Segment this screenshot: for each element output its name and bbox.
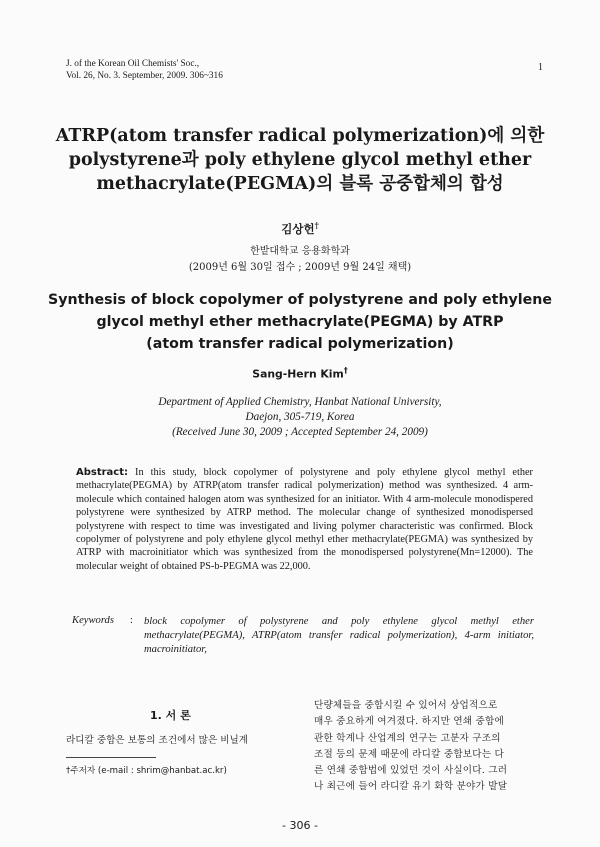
english-title-line-1: Synthesis of block copolymer of polystyrene and poly ethylene [48,292,552,308]
footnote-divider [66,757,156,758]
korean-author-name: 김상헌 [281,221,315,236]
right-line-1: 단량체들을 중합시킬 수 있어서 상업적으로 [314,700,498,711]
english-author-name: Sang-Hern Kim [252,367,344,381]
corresponding-mark: † [314,220,319,230]
right-line-4: 조절 등의 문제 때문에 라디칼 중합보다는 다 [314,748,504,760]
section-title: 1. 서 론 [150,709,191,722]
right-column-text [314,698,536,796]
english-city: Daejon, 305-719, Korea [245,411,355,423]
english-department: Department of Applied Chemistry, Hanbat National University, [158,396,442,408]
journal-name: J. of the Korean Oil Chemists' Soc., [66,59,200,69]
page-number: 1 [538,62,543,73]
journal-volume: Vol. 26, No. 3. September, 2009. 306~316 [66,71,223,81]
english-affiliation [0,395,600,440]
page-footer: - 306 - [282,819,318,832]
corresponding-mark-en: † [343,366,348,375]
korean-dates: (2009년 6월 30일 접수 ; 2009년 9월 24일 채택) [188,262,412,273]
left-column-text: 라디칼 중합은 보통의 조건에서 많은 비닐계 [66,735,249,746]
journal-header [66,58,223,82]
korean-department: 한밭대학교 응용화학과 [250,246,350,257]
abstract [76,466,533,573]
footnote: †주저자 (e-mail : shrim@hanbat.ac.kr) [66,766,227,776]
korean-title [40,124,560,196]
right-line-2: 매우 중요하게 여겨졌다. 하지만 연쇄 중합에 [314,716,504,728]
english-title-line-3: (atom transfer radical polymerization) [146,336,454,352]
keywords-label: Keywords [72,615,114,626]
korean-title-line-1: ATRP(atom transfer radical polymerization)에 의한 [55,126,545,146]
right-line-5: 른 연쇄 중합법에 있었던 것이 사실이다. 그러 [314,765,508,777]
keywords-colon: : [130,615,133,626]
korean-title-line-2: polystyrene과 poly ethylene glycol methyl ether [68,150,532,170]
right-line-3: 관한 학계나 산업계의 연구는 고분자 구조의 [314,732,501,744]
right-line-6: 나 최근에 들어 라디칼 유기 화학 분야가 발달 [314,781,508,793]
english-title-line-2: glycol methyl ether methacrylate(PEGMA) by ATRP [96,314,504,330]
abstract-text: In this study, block copolymer of polystyrene and poly ethylene glycol methyl ether methacrylate(PEGMA) by ATRP(atom transfer radical polymerization) method was synthesized. 4 arm-molecule which contained halogen atom was synthesized for an initiator. With 4 arm-molecule monodispered polystyrene were synthesized by ATRP method. The molecular change of synthesized monodispersed polystyrene with respect to time was investigated and living polymer characteristic was confirmed. Block copolymer of polystyrene and poly ethylene glycol methyl ether methacrylate(PEGMA) was synthesized by ATRP with macroinitiator which was synthesized from the monodispersed polystyrene(Mn=12000). The molecular weight of obtained PS-b-PEGMA was 22,000. [76,467,533,572]
english-dates: (Received June 30, 2009 ; Accepted September 24, 2009) [172,426,428,438]
keywords-text: block copolymer of polystyrene and poly ethylene glycol methyl ether methacrylate(PEGMA), ATRP(atom transfer radical polymerization), 4-arm initiator, macroinitiator, [144,616,534,655]
korean-title-line-3: methacrylate(PEGMA)의 블록 공중합체의 합성 [96,174,504,194]
korean-author [0,220,600,237]
korean-affiliation [0,244,600,276]
abstract-label: Abstract: [76,467,129,478]
english-title [40,289,560,355]
english-author [0,366,600,381]
